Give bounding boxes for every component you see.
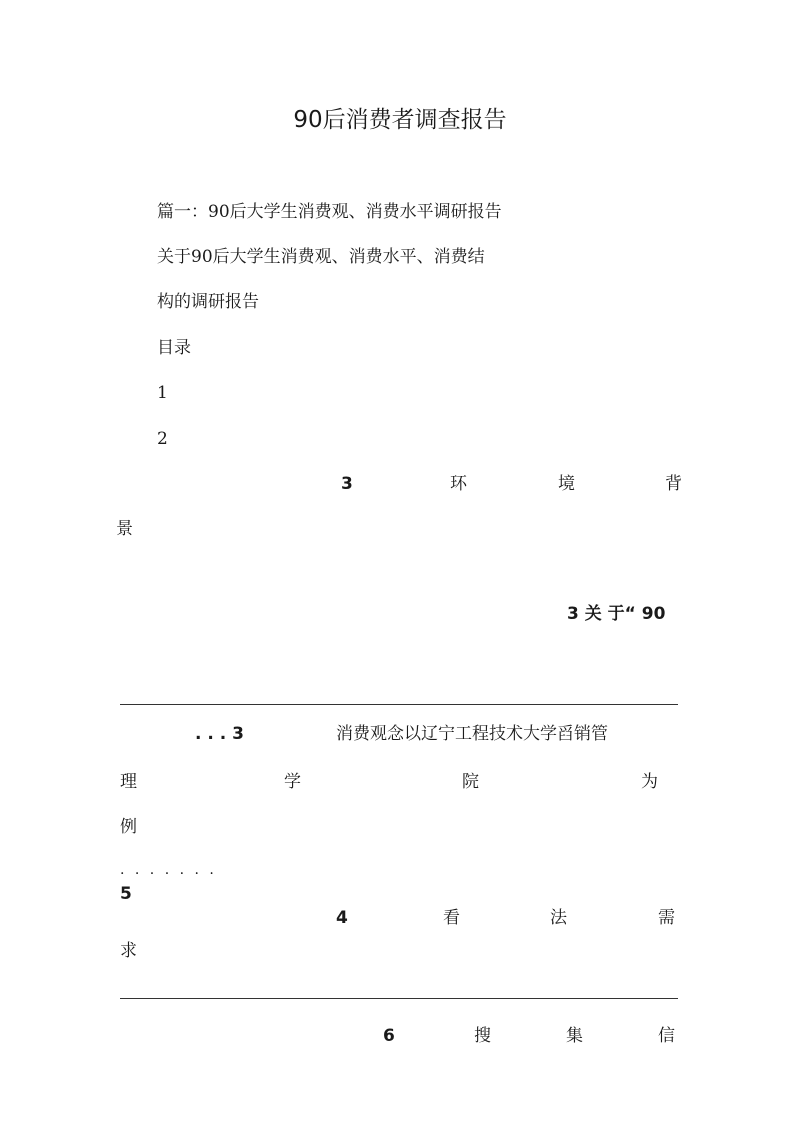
- toc-item-4-char-3: 需: [658, 908, 675, 928]
- toc-item-4-char-2: 法: [550, 908, 567, 928]
- toc-row-6-char-2: 学: [284, 772, 301, 792]
- toc-item-4-last: 求: [120, 941, 137, 961]
- subtitle-line-1: 关于90后大学生消费观、消费水平、消费结: [157, 247, 485, 267]
- toc-row-6-char-4: 为: [641, 772, 658, 792]
- toc-item-3-char-2: 境: [558, 474, 575, 494]
- toc-dots-line: . . . . . . .: [120, 862, 217, 878]
- toc-item-4-text: 3 关 于“ 90: [567, 604, 666, 624]
- toc-item-2: 2: [157, 429, 168, 449]
- document-title: 90后消费者调查报告: [293, 107, 507, 133]
- toc-page-5: 5: [120, 884, 132, 904]
- toc-item-6-number: 6: [383, 1026, 395, 1046]
- toc-item-3-char-3: 背: [665, 474, 682, 494]
- part1-heading: 篇一：90后大学生消费观、消费水平调研报告: [157, 202, 502, 222]
- toc-item-3-number: 3: [341, 474, 353, 494]
- toc-item-3-last: 景: [116, 519, 133, 539]
- toc-item-3-char-1: 环: [450, 474, 467, 494]
- toc-item-4-char-1: 看: [443, 908, 460, 928]
- toc-item-1: 1: [157, 383, 168, 403]
- toc-heading: 目录: [157, 338, 191, 358]
- subtitle-line-2: 构的调研报告: [157, 292, 259, 312]
- toc-item-4-number: 4: [336, 908, 348, 928]
- divider-line-2: [120, 998, 678, 999]
- toc-item-6-char-1: 搜: [474, 1026, 491, 1046]
- toc-row-6-char-1: 理: [120, 772, 137, 792]
- toc-row-6-char-3: 院: [462, 772, 479, 792]
- toc-row-5-text: 消费观念以辽宁工程技术大学舀销管: [336, 724, 608, 744]
- divider-line-1: [120, 704, 678, 705]
- toc-item-6-char-3: 信: [658, 1026, 675, 1046]
- toc-row-6-last: 例: [120, 817, 137, 837]
- toc-row-5-left: . . . 3: [195, 724, 244, 744]
- toc-item-6-char-2: 集: [566, 1026, 583, 1046]
